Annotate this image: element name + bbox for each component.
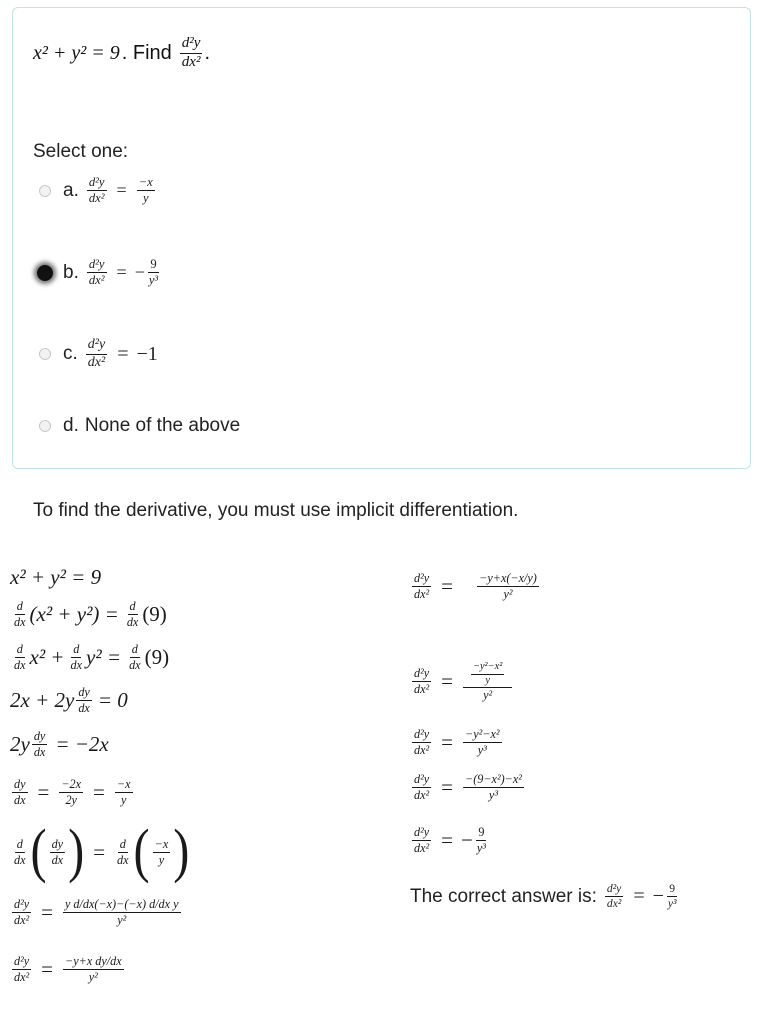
step-9: $\frac{\text{d²y}}{\text{dx²}}$ = $\frac{\text{−y+x dy/dx}}{\text{y²}}$	[14, 954, 122, 984]
option-c-letter: c.	[63, 343, 78, 365]
radio-b-selected[interactable]	[37, 265, 53, 281]
step-2: $\frac{d}{dx}$ (x² + y²) = $\frac{d}{dx}$ (9)	[14, 599, 167, 629]
right-step-3: $\frac{\text{d²y}}{\text{dx²}}$ = $\frac{\text{−y²−x²}}{\text{y³}}$	[414, 727, 500, 757]
correct-answer: The correct answer is: $\frac{\text{d²y}}{\text{dx²}}$ = − $\frac{9}{\text{y³}}$	[410, 882, 677, 911]
step-7: $\frac{d}{dx}$ ( $\frac{dy}{dx}$ ) = $\frac{d}{dx}$ ( $\frac{-x}{y}$ )	[14, 818, 190, 885]
option-a-letter: a.	[63, 179, 79, 201]
correct-answer-label: The correct answer is:	[410, 885, 597, 907]
option-d-text: None of the above	[84, 415, 241, 436]
question-card	[12, 7, 751, 469]
right-step-2: $\frac{\text{d²y}}{\text{dx²}}$ = $\frac{\frac{\text{−y²−x²}}{y}}{\text{y²}}$	[410, 662, 514, 702]
step-1: x² + y² = 9	[10, 565, 102, 589]
select-one-label: Select one:	[33, 141, 129, 162]
option-c[interactable]: c. $\frac{\text{d²y}}{\text{dx²}}$ = −1	[39, 338, 158, 370]
step-5: 2y $\frac{dy}{dx}$ = −2x	[10, 729, 109, 759]
option-a[interactable]: a. $\frac{\text{d²y}}{\text{dx²}}$ = $\frac{-x}{y}$	[39, 176, 157, 205]
right-step-5: $\frac{\text{d²y}}{\text{dx²}}$ = − $\frac{9}{\text{y³}}$	[414, 825, 486, 855]
step-8: $\frac{\text{d²y}}{\text{dx²}}$ = $\frac{\text{y d/dx(−x)−(−x) d/dx y}}{\text{y²}}$	[14, 897, 179, 927]
option-d-letter: d.	[63, 415, 79, 436]
step-6: $\frac{dy}{dx}$ = $\frac{-2x}{2y}$ = $\frac{-x}{y}$	[14, 777, 131, 807]
right-step-1: $\frac{\text{d²y}}{\text{dx²}}$ = $\frac{-y+x(-x/y)}{\text{y²}}$	[414, 571, 537, 601]
right-step-4: $\frac{\text{d²y}}{\text{dx²}}$ = $\frac{\text{−(9−x²)−x²}}{\text{y³}}$	[414, 772, 522, 802]
question-text: x² + y² = 9 . Find $\frac{\text{d²y}}{\text{dx²}}$ .	[33, 35, 210, 70]
question-find-label: . Find	[121, 41, 172, 64]
option-b[interactable]: b. $\frac{\text{d²y}}{\text{dx²}}$ = − $\frac{9}{\text{y³}}$	[39, 258, 162, 287]
question-fraction: $\frac{\text{d²y}}{\text{dx²}}$	[181, 35, 201, 70]
radio-d[interactable]	[39, 420, 51, 432]
radio-c[interactable]	[39, 348, 51, 360]
step-4: 2x + 2y $\frac{dy}{dx}$ = 0	[10, 685, 128, 715]
option-d[interactable]	[39, 415, 240, 437]
radio-a[interactable]	[39, 185, 51, 197]
explanation-text: To find the derivative, you must use implicit differentiation.	[33, 500, 519, 521]
question-equation: x² + y² = 9	[33, 41, 120, 64]
option-b-letter: b.	[63, 261, 79, 283]
step-3: $\frac{d}{dx}$ x² + $\frac{d}{dx}$ y² = $\frac{d}{dx}$ (9)	[14, 642, 170, 672]
